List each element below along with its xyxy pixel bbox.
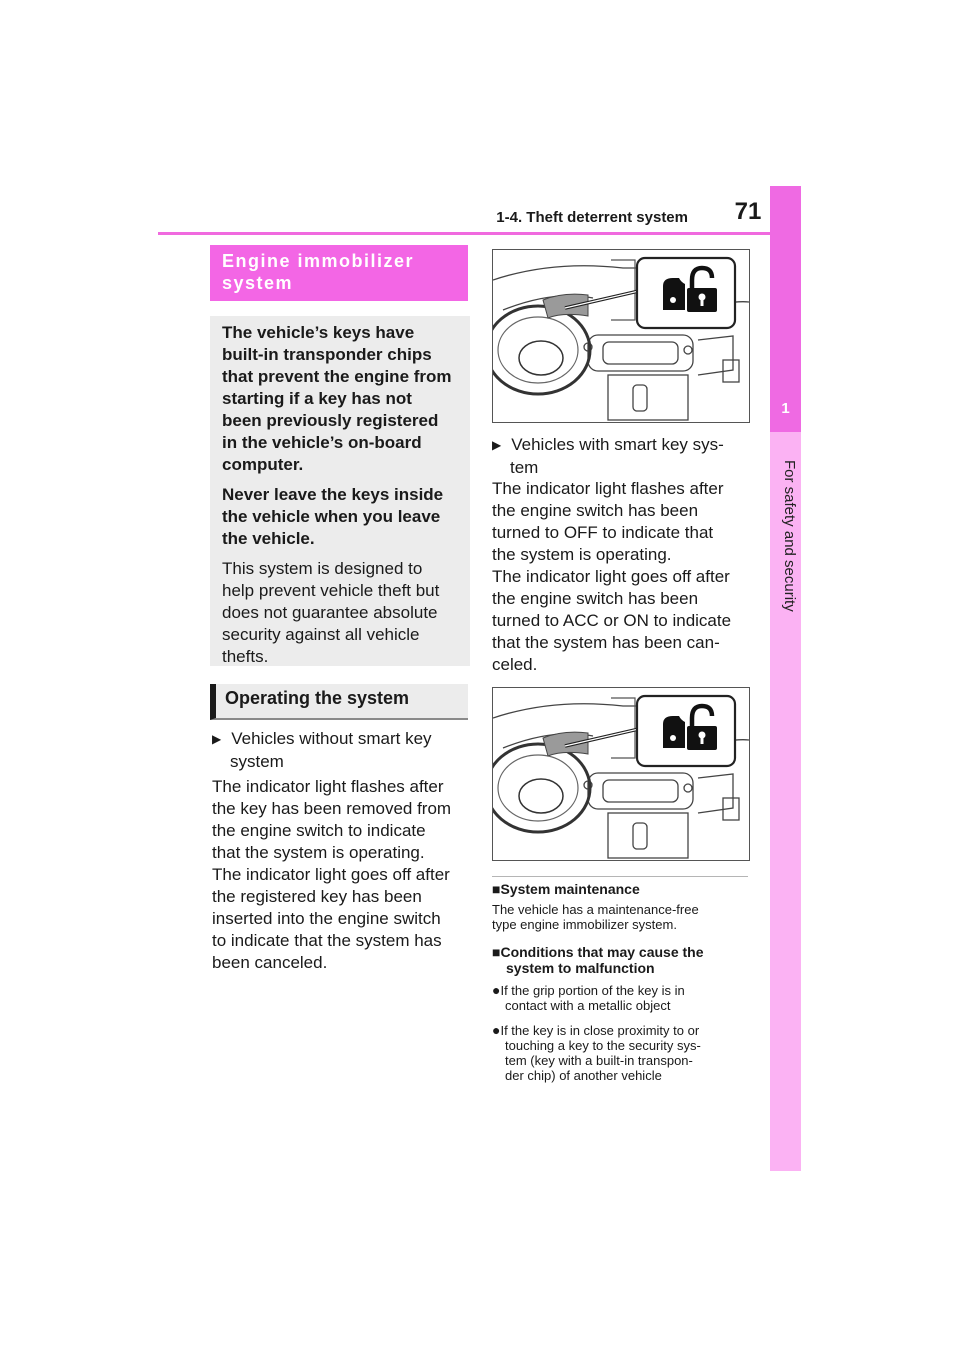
- text-line: turned to ACC or ON to indicate: [492, 611, 732, 630]
- text-line: does not guarantee absolute: [222, 603, 438, 622]
- text-line: the engine switch to indicate: [212, 821, 426, 840]
- header-rule: [158, 232, 770, 235]
- heading-line: system: [222, 273, 294, 293]
- text-line: been previously registered: [222, 411, 439, 430]
- note-title-maintenance: [492, 881, 748, 897]
- text-line: system: [230, 752, 284, 771]
- text-line: turned to OFF to indicate that: [492, 523, 714, 542]
- text-line: If the key is in close proximity to or: [500, 1023, 700, 1038]
- square-bullet-icon: ■: [492, 944, 501, 960]
- chapter-number: 1: [781, 400, 790, 417]
- text-line: in the vehicle’s on-board: [222, 433, 422, 452]
- text-line: thefts.: [222, 647, 269, 666]
- text-line: The vehicle’s keys have: [222, 323, 415, 342]
- dashboard-illustration: [493, 688, 749, 860]
- square-bullet-icon: ■: [492, 881, 501, 897]
- text-line: Vehicles without smart key: [231, 729, 432, 748]
- section-title: 1-4. Theft deterrent system: [496, 209, 688, 226]
- text-line: type engine immobilizer system.: [492, 917, 677, 932]
- intro-text: [222, 322, 458, 476]
- text-line: The indicator light goes off after: [212, 865, 450, 884]
- text-line: that prevent the engine from: [222, 367, 452, 386]
- text-line: If the grip portion of the key is in: [500, 983, 685, 998]
- section-heading-engine-immobilizer: [210, 245, 468, 301]
- text-line: touching a key to the security sys-: [505, 1038, 701, 1053]
- text-line: that the system has been can-: [492, 633, 720, 652]
- triangle-bullet-icon: ▶: [212, 732, 222, 746]
- page-number: 71: [734, 198, 762, 225]
- note-body-maintenance: [492, 902, 752, 932]
- text-line: tem: [510, 458, 539, 477]
- text-line: the registered key has been: [212, 887, 422, 906]
- dashboard-illustration: [493, 250, 749, 422]
- dashboard-figure-2: [492, 687, 750, 861]
- side-tab-chapter-box: [770, 186, 801, 432]
- text-line: the system is operating.: [492, 545, 672, 564]
- text-line: the vehicle when you leave: [222, 507, 441, 526]
- condition-item: [492, 1023, 754, 1083]
- text-line: the vehicle.: [222, 529, 315, 548]
- text-line: Never leave the keys inside: [222, 485, 444, 504]
- warning-text: [222, 484, 458, 550]
- text-line: system to malfunction: [506, 960, 655, 976]
- text-line: the engine switch has been: [492, 501, 699, 520]
- text-line: System maintenance: [500, 881, 640, 897]
- text-line: This system is designed to: [222, 559, 423, 578]
- circle-bullet-icon: ●: [492, 1022, 501, 1038]
- text-line: security against all vehicle: [222, 625, 420, 644]
- note-title-conditions: [492, 944, 752, 976]
- bullet-without-smart-key: [212, 728, 468, 773]
- body-with-smart-key: [492, 478, 752, 676]
- text-line: The indicator light flashes after: [492, 479, 724, 498]
- text-line: the key has been removed from: [212, 799, 452, 818]
- text-line: the engine switch has been: [492, 589, 699, 608]
- text-line: tem (key with a built-in transpon-: [505, 1053, 693, 1068]
- text-line: starting if a key has not: [222, 389, 412, 408]
- bullet-with-smart-key: [492, 434, 748, 479]
- intro-box: [210, 316, 470, 666]
- dashboard-figure-1: [492, 249, 750, 423]
- text-line: to indicate that the system has: [212, 931, 442, 950]
- circle-bullet-icon: ●: [492, 982, 501, 998]
- text-line: contact with a metallic object: [505, 998, 671, 1013]
- disclaimer-text: [222, 558, 458, 668]
- triangle-bullet-icon: ▶: [492, 438, 502, 452]
- notes-divider: [492, 876, 748, 877]
- text-line: The indicator light flashes after: [212, 777, 444, 796]
- text-line: help prevent vehicle theft but: [222, 581, 440, 600]
- text-line: inserted into the engine switch: [212, 909, 441, 928]
- text-line: der chip) of another vehicle: [505, 1068, 662, 1083]
- text-line: celed.: [492, 655, 538, 674]
- text-line: that the system is operating.: [212, 843, 425, 862]
- condition-item: [492, 983, 754, 1013]
- text-line: Conditions that may cause the: [500, 944, 704, 960]
- section-heading-operating: Operating the system: [210, 684, 468, 720]
- text-line: The vehicle has a maintenance-free: [492, 902, 699, 917]
- heading-line: Engine immobilizer: [222, 251, 415, 271]
- text-line: computer.: [222, 455, 304, 474]
- text-line: been canceled.: [212, 953, 328, 972]
- text-line: Vehicles with smart key sys-: [511, 435, 724, 454]
- text-line: built-in transponder chips: [222, 345, 432, 364]
- chapter-label: For safety and security: [781, 460, 798, 612]
- body-without-smart-key: [212, 776, 468, 974]
- text-line: The indicator light goes off after: [492, 567, 730, 586]
